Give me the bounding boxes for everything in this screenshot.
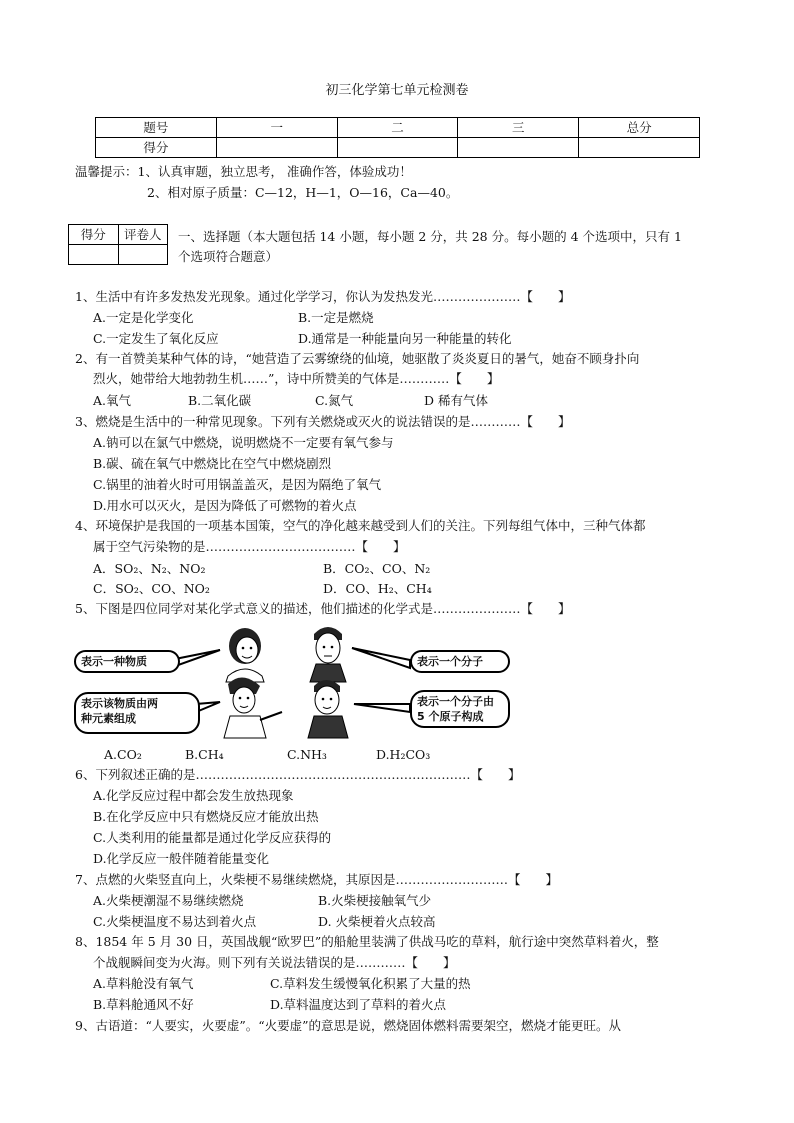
student-figure-2 [310, 627, 346, 682]
tips-line-2: 2、相对原子质量：C—12，H—1，O—16，Ca—40。 [147, 185, 459, 200]
q7-option-d: D. 火柴梗着火点较高 [318, 914, 436, 929]
tips-line-1: 温馨提示：1、认真审题，独立思考， 准确作答，体验成功！ [75, 164, 412, 179]
q5-option-b: B.CH₄ [185, 747, 224, 762]
grader-name-cell[interactable] [118, 245, 168, 265]
page-title: 初三化学第七单元检测卷 [325, 83, 469, 98]
q8-option-a: A.草料舱没有氧气 [93, 976, 194, 991]
student-figure-4 [308, 680, 348, 738]
q9-stem: 9、古语道：“人要实，火要虚”。“火要虚”的意思是说，燃烧固体燃料需要架空，燃烧才能更旺。从 [75, 1018, 622, 1033]
score-header-cell: 一 [216, 118, 337, 138]
q8-option-b: B.草料舱通风不好 [93, 997, 194, 1012]
score-row-label: 得分 [96, 138, 217, 158]
score-table-score-row [96, 138, 700, 158]
grader-box [68, 224, 168, 265]
q6-option-a: A.化学反应过程中都会发生放热现象 [93, 788, 294, 803]
q8-stem-cont: 个战舰瞬间变为火海。则下列有关说法错误的是…………【 】 [93, 955, 456, 970]
grader-name-label: 评卷人 [118, 225, 168, 245]
q1-option-d: D.通常是一种能量向另一种能量的转化 [298, 331, 512, 346]
score-table [95, 117, 700, 158]
score-header-cell: 二 [337, 118, 458, 138]
section-1-heading: 一、选择题（本大题包括 14 小题，每小题 2 分，共 28 分。每小题的 4 个选项中，只有 1 [178, 229, 682, 244]
grader-score-label: 得分 [69, 225, 119, 245]
q4-stem-cont: 属于空气污染物的是………………………………【 】 [93, 539, 406, 554]
score-header-cell: 三 [458, 118, 579, 138]
score-header-cell: 题号 [96, 118, 217, 138]
student-figure-1 [226, 628, 264, 682]
q1-option-b: B.一定是燃烧 [298, 310, 374, 325]
speech-bubble-1 [74, 650, 180, 673]
speech-bubble-3-line-1: 表示该物质由两 [81, 697, 158, 710]
q4-option-a: A．SO₂、N₂、NO₂ [93, 561, 206, 576]
q6-option-c: C.人类利用的能量都是通过化学反应获得的 [93, 830, 332, 845]
q8-stem: 8、1854 年 5 月 30 日，英国战舰“欧罗巴”的船舱里装满了供战马吃的草料，航行途中突然草料着火，整 [75, 934, 659, 949]
speech-bubble-2 [410, 650, 510, 673]
score-cell[interactable] [458, 138, 579, 158]
q2-option-c: C.氮气 [315, 393, 354, 408]
q4-option-c: C．SO₂、CO、NO₂ [93, 581, 210, 596]
q1-option-a: A.一定是化学变化 [93, 310, 194, 325]
q7-option-a: A.火柴梗潮湿不易继续燃烧 [93, 893, 244, 908]
q6-option-b: B.在化学反应中只有燃烧反应才能放出热 [93, 809, 319, 824]
score-table-header-row [96, 118, 700, 138]
q4-option-d: D．CO、H₂、CH₄ [323, 581, 432, 596]
q2-option-b: B.二氧化碳 [188, 393, 252, 408]
q5-option-d: D.H₂CO₃ [376, 747, 431, 762]
q5-stem: 5、下图是四位同学对某化学式意义的描述，他们描述的化学式是…………………【 】 [75, 601, 571, 616]
q7-option-c: C.火柴梗温度不易达到着火点 [93, 914, 257, 929]
speech-bubble-3-line-2: 种元素组成 [81, 712, 136, 725]
q2-option-d: D 稀有气体 [424, 393, 488, 408]
q3-option-a: A.钠可以在氯气中燃烧，说明燃烧不一定要有氧气参与 [93, 435, 394, 450]
speech-bubble-1-text: 表示一种物质 [81, 655, 147, 668]
q8-option-c: C.草料发生缓慢氧化积累了大量的热 [270, 976, 471, 991]
q2-stem: 2、有一首赞美某种气体的诗，“她营造了云雾缭绕的仙境，她驱散了炎炎夏日的暑气，她奋不顾身扑向 [75, 351, 640, 366]
q6-option-d: D.化学反应一般伴随着能量变化 [93, 851, 270, 866]
q1-stem: 1、生活中有许多发热发光现象。通过化学学习，你认为发热发光…………………【 】 [75, 289, 571, 304]
speech-bubble-3 [74, 692, 200, 734]
bubble-tail-4 [354, 704, 410, 712]
score-cell[interactable] [216, 138, 337, 158]
q7-stem: 7、点燃的火柴竖直向上，火柴梗不易继续燃烧，其原因是………………………【 】 [75, 872, 558, 887]
q5-option-a: A.CO₂ [104, 747, 142, 762]
q4-option-b: B．CO₂、CO、N₂ [323, 561, 431, 576]
speech-bubble-2-text: 表示一个分子 [417, 655, 483, 668]
q5-option-c: C.NH₃ [287, 747, 327, 762]
score-cell[interactable] [579, 138, 700, 158]
grader-score-cell[interactable] [69, 245, 119, 265]
q3-stem: 3、燃烧是生活中的一种常见现象。下列有关燃烧或灭火的说法错误的是…………【 】 [75, 414, 571, 429]
q4-stem: 4、环境保护是我国的一项基本国策，空气的净化越来越受到人们的关注。下列每组气体中，三种气体都 [75, 518, 646, 533]
q8-option-d: D.草料温度达到了草料的着火点 [270, 997, 447, 1012]
bubble-tail-2 [352, 648, 410, 668]
q3-option-d: D.用水可以灭火，是因为降低了可燃物的着火点 [93, 498, 357, 513]
q1-option-c: C.一定发生了氧化反应 [93, 331, 219, 346]
q3-option-b: B.碳、硫在氧气中燃烧比在空气中燃烧剧烈 [93, 456, 332, 471]
q7-option-b: B.火柴梗接触氧气少 [318, 893, 432, 908]
q2-option-a: A.氧气 [93, 393, 132, 408]
speech-bubble-4-line-2: 5 个原子构成 [417, 710, 484, 723]
student-figure-3 [224, 677, 282, 738]
score-header-cell: 总分 [579, 118, 700, 138]
speech-bubble-4 [410, 690, 510, 728]
score-cell[interactable] [337, 138, 458, 158]
section-1-heading-cont: 个选项符合题意） [178, 249, 279, 264]
q2-stem-cont: 烈火，她带给大地勃勃生机……”，诗中所赞美的气体是…………【 】 [93, 371, 500, 386]
q6-stem: 6、下列叙述正确的是…………………………………………………………【 】 [75, 767, 521, 782]
speech-bubble-4-line-1: 表示一个分子由 [417, 695, 494, 708]
q3-option-c: C.锅里的油着火时可用锅盖盖灭，是因为隔绝了氧气 [93, 477, 382, 492]
